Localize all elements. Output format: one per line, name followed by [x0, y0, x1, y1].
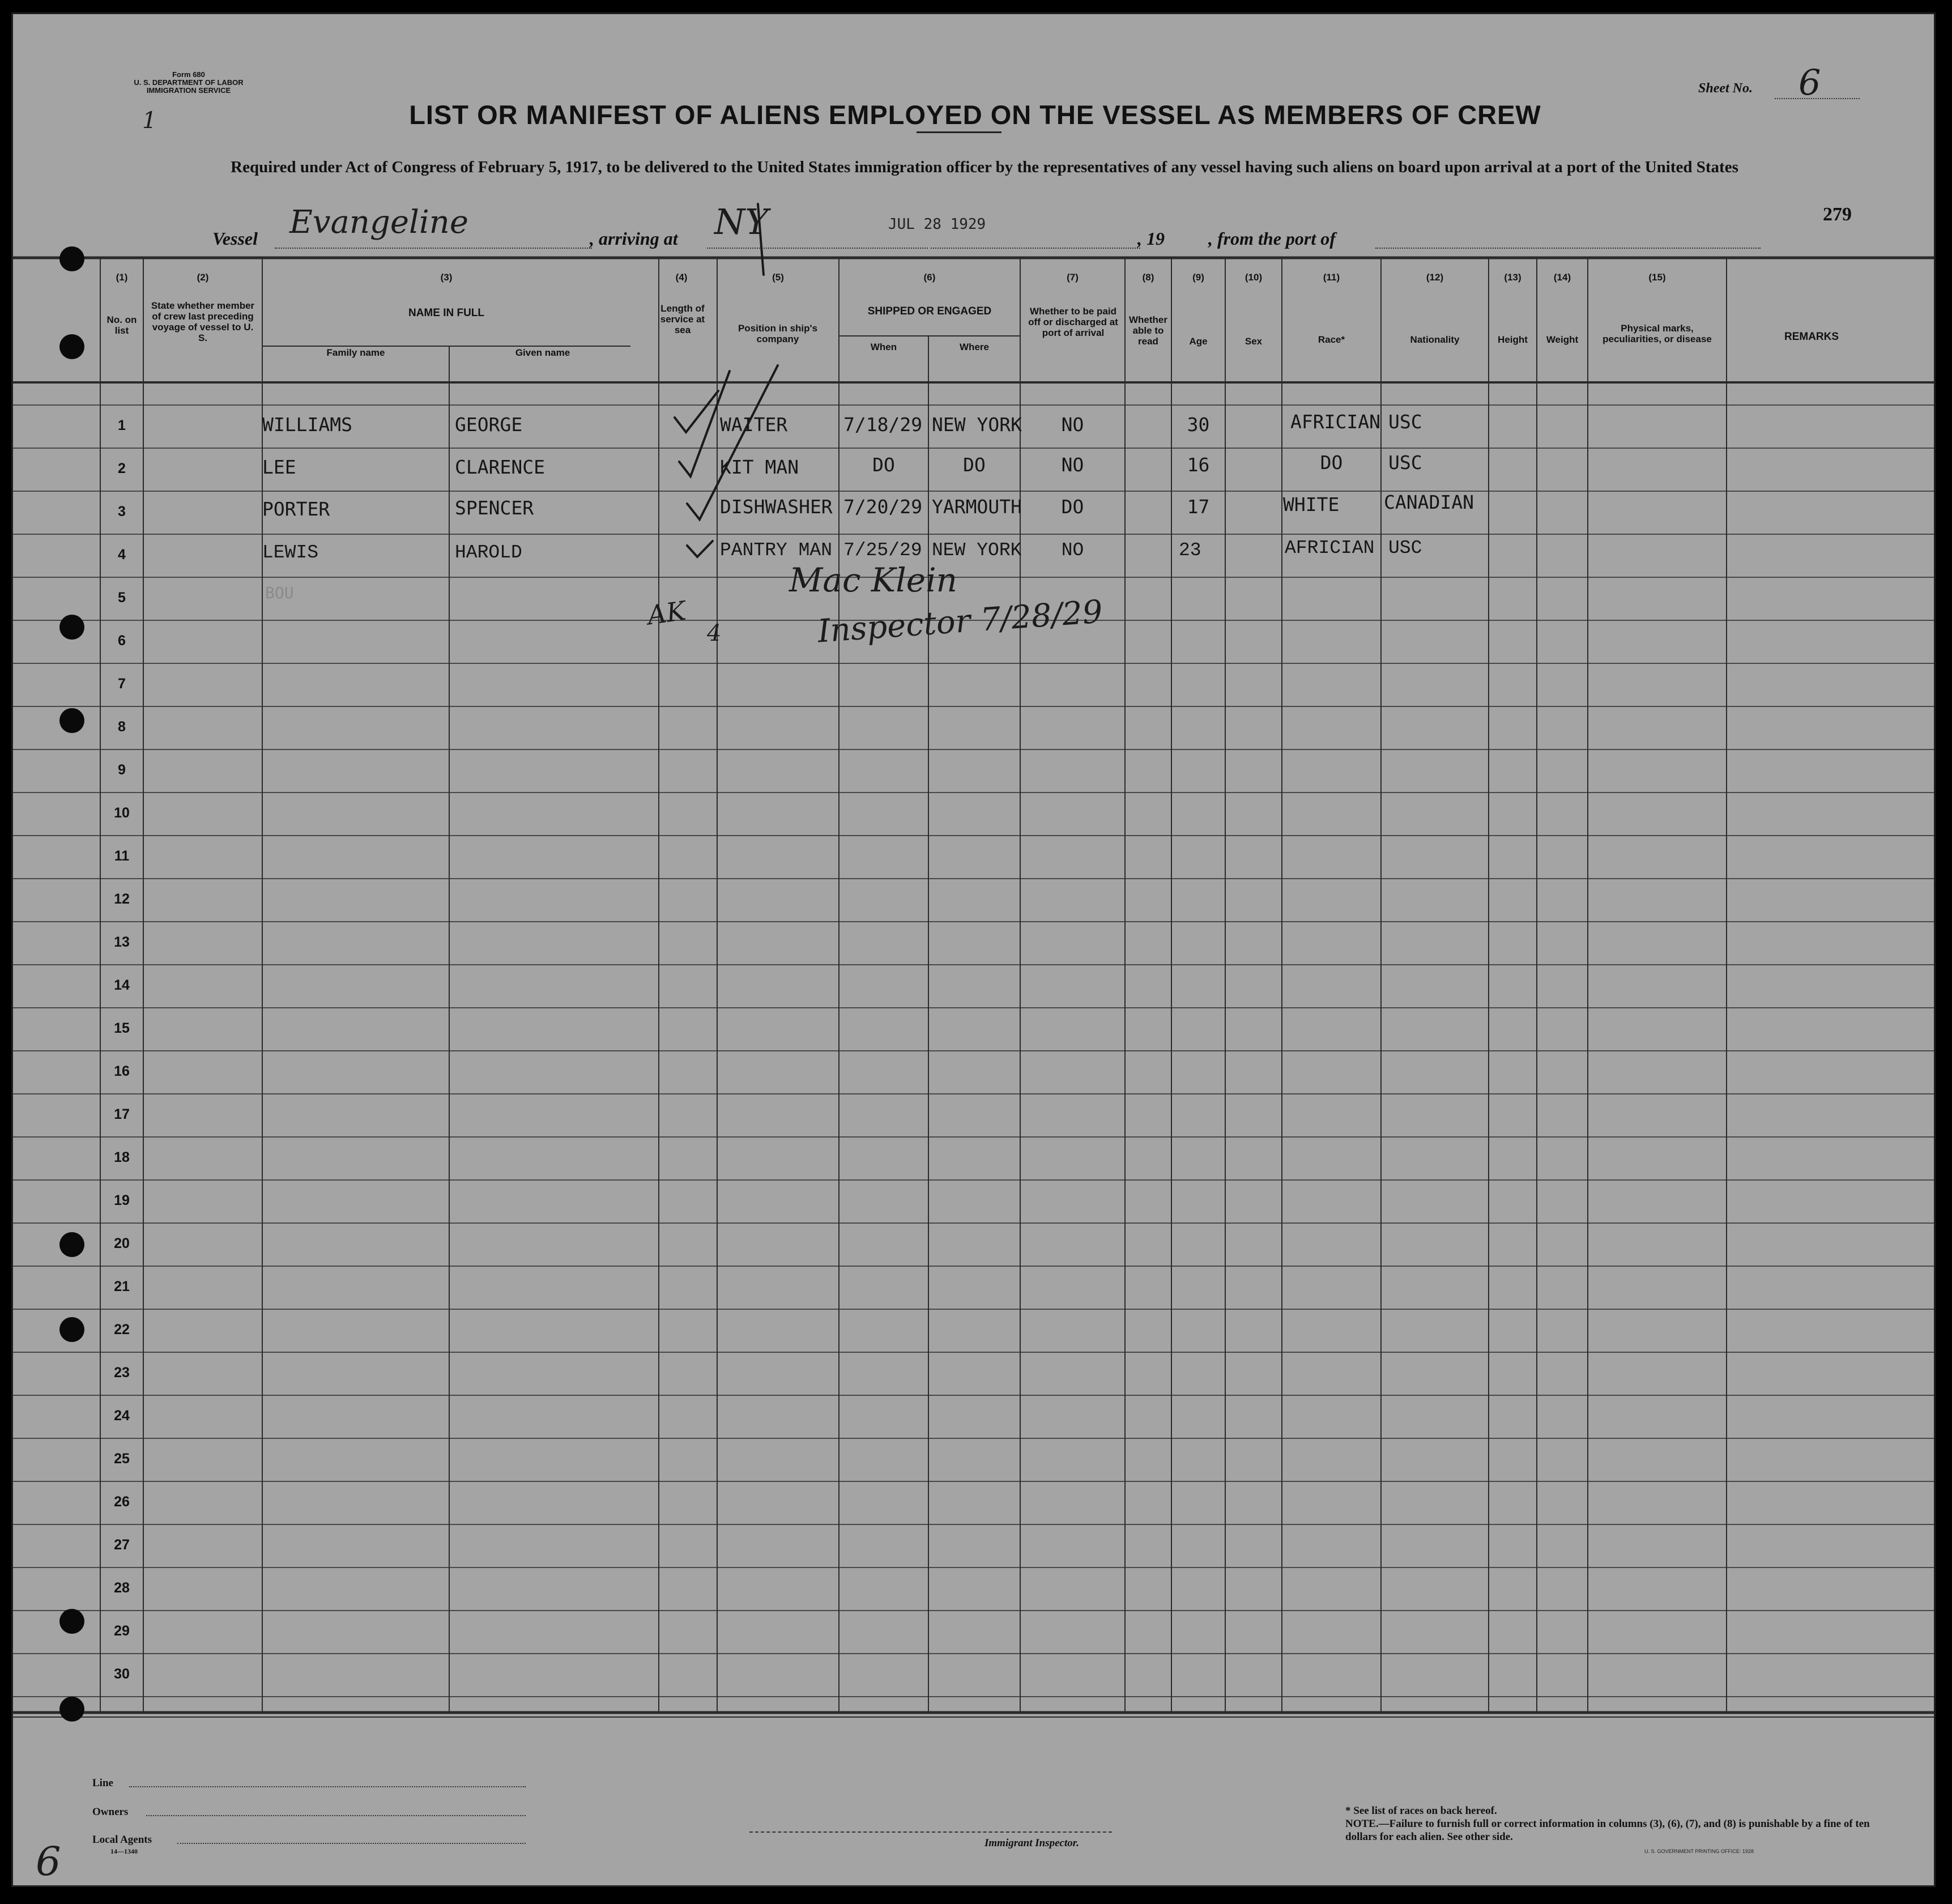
- footer-agents-code: 14—1340: [110, 1847, 138, 1855]
- crew-3-position: DISHWASHER: [720, 496, 833, 518]
- punch-hole: [59, 708, 84, 733]
- punch-hole: [59, 334, 84, 359]
- crew-1-given-name: GEORGE: [455, 414, 523, 436]
- footer-agents-rule: [177, 1843, 526, 1844]
- printer-imprint: U. S. GOVERNMENT PRINTING OFFICE: 1928: [1644, 1848, 1754, 1854]
- row-number: 29: [114, 1623, 130, 1639]
- check-marks: [675, 204, 778, 557]
- footer-owners-rule: [146, 1815, 526, 1816]
- crew-4-where: NEW YORK: [932, 540, 1022, 561]
- punch-hole: [59, 1232, 84, 1257]
- col-header-prev-voyage: State whether member of crew last preceding voyage of vessel to U. S.: [151, 300, 255, 343]
- crew-1-nationality: USC: [1388, 411, 1422, 433]
- crew-1-paid-off: NO: [1061, 414, 1084, 436]
- year-label: , 19: [1137, 228, 1165, 249]
- crew-4-paid-off: NO: [1061, 540, 1084, 561]
- row-number: 8: [118, 719, 126, 735]
- crew-1-position: WAITER: [720, 414, 788, 436]
- department-name: U. S. DEPARTMENT OF LABOR: [134, 78, 244, 87]
- col-header-physical-marks: Physical marks, peculiarities, or disease: [1602, 323, 1712, 344]
- col-num-4: (4): [675, 272, 688, 283]
- document-subtitle: Required under Act of Congress of February 5, 1917, to be delivered to the United States immigration officer by the representatives of any vessel having such aliens on board upon arrival at a port of the United States: [231, 158, 1738, 176]
- crew-3-where: YARMOUTH: [932, 496, 1022, 518]
- manifest-sheet: [11, 12, 1936, 1887]
- row-number: 28: [114, 1580, 130, 1596]
- footer-owners-label: Owners: [92, 1806, 129, 1818]
- crew-2-nationality: USC: [1388, 451, 1422, 474]
- footer-line-rule: [129, 1786, 526, 1787]
- crew-1-family-name: WILLIAMS: [262, 414, 352, 436]
- row-number: 12: [114, 891, 130, 907]
- crew-4-given-name: HAROLD: [455, 542, 522, 563]
- inspector-initials: AK: [645, 595, 688, 631]
- footer-line-label: Line: [92, 1777, 113, 1789]
- row-number: 3: [118, 504, 126, 519]
- row-number: 1: [118, 418, 126, 433]
- crew-3-nationality: CANADIAN: [1384, 491, 1474, 513]
- crew-3-given-name: SPENCER: [455, 497, 534, 519]
- inspector-label: Immigrant Inspector.: [984, 1837, 1079, 1849]
- col-num-15: (15): [1648, 272, 1666, 283]
- inspector-signature: Mac Klein: [789, 561, 957, 599]
- col-num-7: (7): [1067, 272, 1079, 283]
- col-header-paid-off: Whether to be paid off or discharged at port of arrival: [1028, 306, 1118, 338]
- col-num-6: (6): [923, 272, 936, 283]
- col-num-10: (10): [1244, 272, 1263, 283]
- col-header-name: NAME IN FULL: [408, 307, 485, 319]
- crew-3-paid-off: DO: [1061, 496, 1084, 518]
- row-number: 30: [114, 1666, 130, 1682]
- crew-3-age: 17: [1187, 496, 1210, 518]
- crew-2-position: KIT MAN: [720, 456, 799, 478]
- row-number: 26: [114, 1494, 130, 1510]
- document-title: LIST OR MANIFEST OF ALIENS EMPLOYED ON THE VESSEL AS MEMBERS OF CREW: [409, 100, 1541, 130]
- col-header-position: Position in ship's company: [738, 323, 818, 344]
- ink-marks: [13, 14, 1936, 1887]
- row-number: 2: [118, 461, 126, 476]
- crew-2-age: 16: [1187, 454, 1210, 476]
- crew-3-when: 7/20/29: [843, 496, 923, 518]
- corner-mark: 6: [36, 1838, 61, 1885]
- crew-4-position: PANTRY MAN: [720, 540, 833, 561]
- crew-4-age: 23: [1179, 540, 1201, 561]
- crew-3-race: WHITE: [1283, 493, 1340, 516]
- form-number: Form 680: [172, 70, 205, 79]
- date-stamp: JUL 28 1929: [888, 216, 986, 233]
- col-header-height: Height: [1498, 334, 1528, 345]
- inspector-rule: [749, 1831, 1112, 1833]
- service-name: IMMIGRATION SERVICE: [146, 86, 231, 95]
- col-header-when: When: [870, 342, 897, 352]
- col-num-12: (12): [1426, 272, 1444, 283]
- crew-2-given-name: CLARENCE: [455, 456, 545, 478]
- col-header-given-name: Given name: [515, 347, 570, 358]
- punch-hole: [59, 1697, 84, 1722]
- footer-agents-label: Local Agents: [92, 1834, 152, 1846]
- arriving-port: NY: [714, 201, 769, 242]
- row-number: 21: [114, 1279, 130, 1294]
- col-header-race: Race*: [1318, 334, 1345, 345]
- row-number: 18: [114, 1149, 130, 1165]
- crew-1-race: AFRICIAN: [1290, 411, 1380, 433]
- page-number: 279: [1823, 204, 1852, 225]
- row-number: 17: [114, 1106, 130, 1122]
- row-number: 25: [114, 1451, 130, 1467]
- col-header-able-to-read: Whether able to read: [1129, 314, 1167, 347]
- top-left-mark: 1: [142, 108, 157, 134]
- crew-3-family-name: PORTER: [262, 498, 330, 520]
- row-number: 19: [114, 1192, 130, 1208]
- col-num-11: (11): [1323, 272, 1340, 283]
- col-num-2: (2): [197, 272, 209, 283]
- crew-1-age: 30: [1187, 414, 1210, 436]
- vessel-label: Vessel: [212, 228, 258, 249]
- crew-2-paid-off: NO: [1061, 454, 1084, 476]
- crew-4-family-name: LEWIS: [262, 542, 319, 563]
- row-number: 7: [118, 676, 126, 692]
- punch-hole: [59, 1609, 84, 1634]
- row-number: 14: [114, 977, 130, 993]
- col-num-1: (1): [116, 272, 128, 283]
- col-header-nationality: Nationality: [1410, 334, 1460, 345]
- punch-hole: [59, 615, 84, 640]
- faint-entry-row-5: BOU: [265, 583, 294, 602]
- col-header-remarks: REMARKS: [1784, 331, 1839, 343]
- row-number: 11: [114, 848, 130, 864]
- col-header-family-name: Family name: [326, 347, 385, 358]
- arriving-label: , arriving at: [590, 228, 678, 249]
- col-header-shipped: SHIPPED OR ENGAGED: [867, 305, 992, 317]
- sheet-number-label: Sheet No.: [1698, 81, 1753, 96]
- race-note: * See list of races on back hereof.: [1345, 1805, 1497, 1817]
- col-num-8: (8): [1142, 272, 1154, 283]
- row-number: 24: [114, 1408, 130, 1424]
- crew-1-when: 7/18/29: [843, 414, 923, 436]
- row-number: 4: [118, 547, 126, 563]
- crew-1-where: NEW YORK: [932, 414, 1022, 436]
- col-header-where: Where: [960, 342, 989, 352]
- row-number: 20: [114, 1236, 130, 1251]
- col-header-weight: Weight: [1546, 334, 1579, 345]
- col-num-9: (9): [1192, 272, 1204, 283]
- crew-4-when: 7/25/29: [843, 540, 922, 561]
- row-number: 27: [114, 1537, 130, 1553]
- penalty-note: NOTE.—Failure to furnish full or correct information in columns (3), (6), (7), and (8) is punishable by a fine of ten dollars for each alien. See other side.: [1345, 1818, 1870, 1843]
- col-header-age: Age: [1189, 336, 1208, 347]
- from-port-label: , from the port of: [1208, 228, 1336, 249]
- punch-hole: [59, 246, 84, 271]
- row-number: 6: [118, 633, 126, 649]
- crew-2-family-name: LEE: [262, 456, 296, 478]
- row-number: 23: [114, 1365, 130, 1381]
- row-number: 9: [118, 762, 126, 778]
- col-num-3: (3): [440, 272, 453, 283]
- col-header-no-on-list: No. on list: [106, 314, 137, 336]
- row-number: 13: [114, 934, 130, 950]
- footer-notes: [1345, 1804, 1883, 1843]
- vessel-name: Evangeline: [289, 204, 468, 241]
- col-header-sex: Sex: [1244, 336, 1263, 347]
- crew-4-race: AFRICIAN: [1285, 538, 1375, 559]
- crew-2-when: DO: [872, 454, 895, 476]
- inspector-note: Inspector 7/28/29: [816, 593, 1104, 650]
- col-num-5: (5): [772, 272, 784, 283]
- punch-hole: [59, 1317, 84, 1342]
- row-number: 10: [114, 805, 130, 821]
- entry-count: 4: [707, 620, 722, 646]
- col-num-14: (14): [1553, 272, 1571, 283]
- crew-2-where: DO: [963, 454, 986, 476]
- row-number: 22: [114, 1322, 130, 1338]
- row-number: 15: [114, 1020, 130, 1036]
- col-header-length-of-service: Length of service at sea: [660, 303, 705, 335]
- col-num-13: (13): [1504, 272, 1521, 283]
- sheet-number: 6: [1798, 62, 1821, 103]
- row-number: 16: [114, 1063, 130, 1079]
- crew-4-nationality: USC: [1388, 538, 1422, 559]
- crew-2-race: DO: [1320, 451, 1343, 474]
- row-number: 5: [118, 590, 126, 606]
